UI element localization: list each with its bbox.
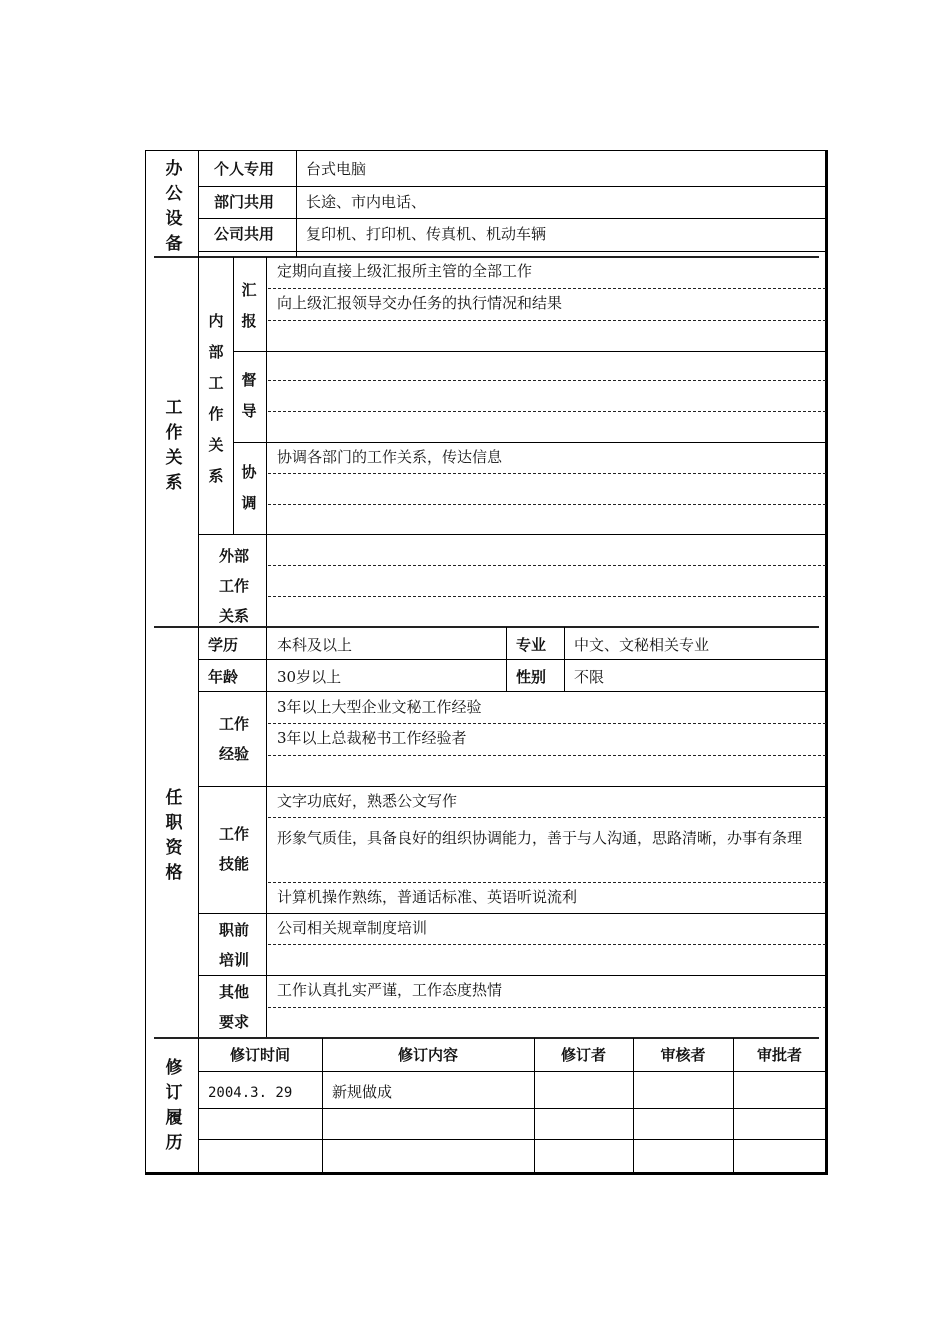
divider <box>198 1139 826 1140</box>
office-value-company: 复印机、打印机、传真机、机动车辆 <box>306 225 547 243</box>
office-value-department: 长途、市内电话、 <box>306 193 427 211</box>
major-label: 专业 <box>516 636 547 654</box>
gender-label: 性别 <box>516 668 547 686</box>
section-divider <box>154 256 819 258</box>
report-line-1: 定期向直接上级汇报所主管的全部工作 <box>277 262 533 280</box>
external-relations-label: 外部工作关系 <box>218 547 249 625</box>
office-label-company: 公司共用 <box>214 225 275 243</box>
coordinate-label: 协调 <box>241 463 257 512</box>
dashed-line <box>268 944 826 945</box>
divider <box>198 691 826 692</box>
skills-line-2: 形象气质佳，具备良好的组织协调能力，善于与人沟通，思路清晰，办事有条理 <box>277 829 803 847</box>
supervise-label: 督导 <box>241 371 257 420</box>
dashed-line <box>268 411 826 412</box>
dashed-line <box>268 473 826 474</box>
qualification-section-title: 任职资格 <box>165 788 183 883</box>
dashed-line <box>268 882 826 883</box>
skills-label: 工作技能 <box>218 825 249 873</box>
revision-header-checker: 审核者 <box>660 1046 706 1064</box>
internal-relations-label: 内部工作关系 <box>208 312 224 485</box>
work-section-title: 工作关系 <box>165 398 183 493</box>
skills-line-1: 文字功底好，熟悉公文写作 <box>277 792 458 810</box>
revision-header-reviser: 修订者 <box>560 1046 606 1064</box>
skills-line-3: 计算机操作熟练，普通话标准、英语听说流利 <box>277 888 578 906</box>
experience-label: 工作经验 <box>218 715 249 763</box>
age-label: 年龄 <box>208 668 239 686</box>
section-divider <box>154 1037 819 1039</box>
dashed-line <box>268 565 826 566</box>
dashed-line <box>268 288 826 289</box>
revision-section-title: 修订履历 <box>165 1058 183 1153</box>
coordinate-line-1: 协调各部门的工作关系，传达信息 <box>277 448 503 466</box>
report-line-2: 向上级汇报领导交办任务的执行情况和结果 <box>277 294 563 312</box>
experience-line-1: 3年以上大型企业文秘工作经验 <box>277 698 482 716</box>
education-value: 本科及以上 <box>277 636 353 654</box>
dashed-line <box>268 723 826 724</box>
office-section-title: 办公设备 <box>165 159 183 254</box>
report-label: 汇报 <box>241 281 257 330</box>
dashed-line <box>268 1007 826 1008</box>
revision-header-content: 修订内容 <box>397 1046 458 1064</box>
dashed-line <box>268 320 826 321</box>
dashed-line <box>268 596 826 597</box>
revision-header-date: 修订时间 <box>229 1046 290 1064</box>
revision-row-date: 2004.3. 29 <box>208 1085 293 1101</box>
dashed-line <box>268 504 826 505</box>
dashed-line <box>268 755 826 756</box>
office-label-department: 部门共用 <box>214 193 275 211</box>
divider <box>198 786 826 787</box>
divider <box>233 442 826 443</box>
divider <box>198 186 826 187</box>
divider <box>198 913 826 914</box>
revision-row-content: 新规做成 <box>332 1083 393 1101</box>
dashed-line <box>268 817 826 818</box>
revision-header-approver: 审批者 <box>756 1046 802 1064</box>
divider <box>198 1108 826 1109</box>
divider <box>198 659 826 660</box>
major-value: 中文、文秘相关专业 <box>574 636 710 654</box>
training-label: 职前培训 <box>218 921 249 969</box>
divider <box>198 1071 826 1072</box>
office-label-personal: 个人专用 <box>214 160 275 178</box>
other-line-1: 工作认真扎实严谨，工作态度热情 <box>277 981 503 999</box>
training-line-1: 公司相关规章制度培训 <box>277 919 428 937</box>
divider <box>198 534 826 535</box>
age-value: 30岁以上 <box>277 668 342 686</box>
divider <box>198 151 199 257</box>
divider <box>198 975 826 976</box>
divider <box>198 251 826 252</box>
divider <box>198 218 826 219</box>
gender-value: 不限 <box>574 668 605 686</box>
office-value-personal: 台式电脑 <box>306 160 367 178</box>
divider <box>198 257 199 626</box>
job-description-table <box>145 150 828 1175</box>
other-label: 其他要求 <box>218 983 249 1031</box>
education-label: 学历 <box>208 636 239 654</box>
experience-line-2: 3年以上总裁秘书工作经验者 <box>277 729 467 747</box>
divider <box>296 151 297 257</box>
divider <box>233 351 826 352</box>
divider <box>233 257 234 534</box>
dashed-line <box>268 380 826 381</box>
